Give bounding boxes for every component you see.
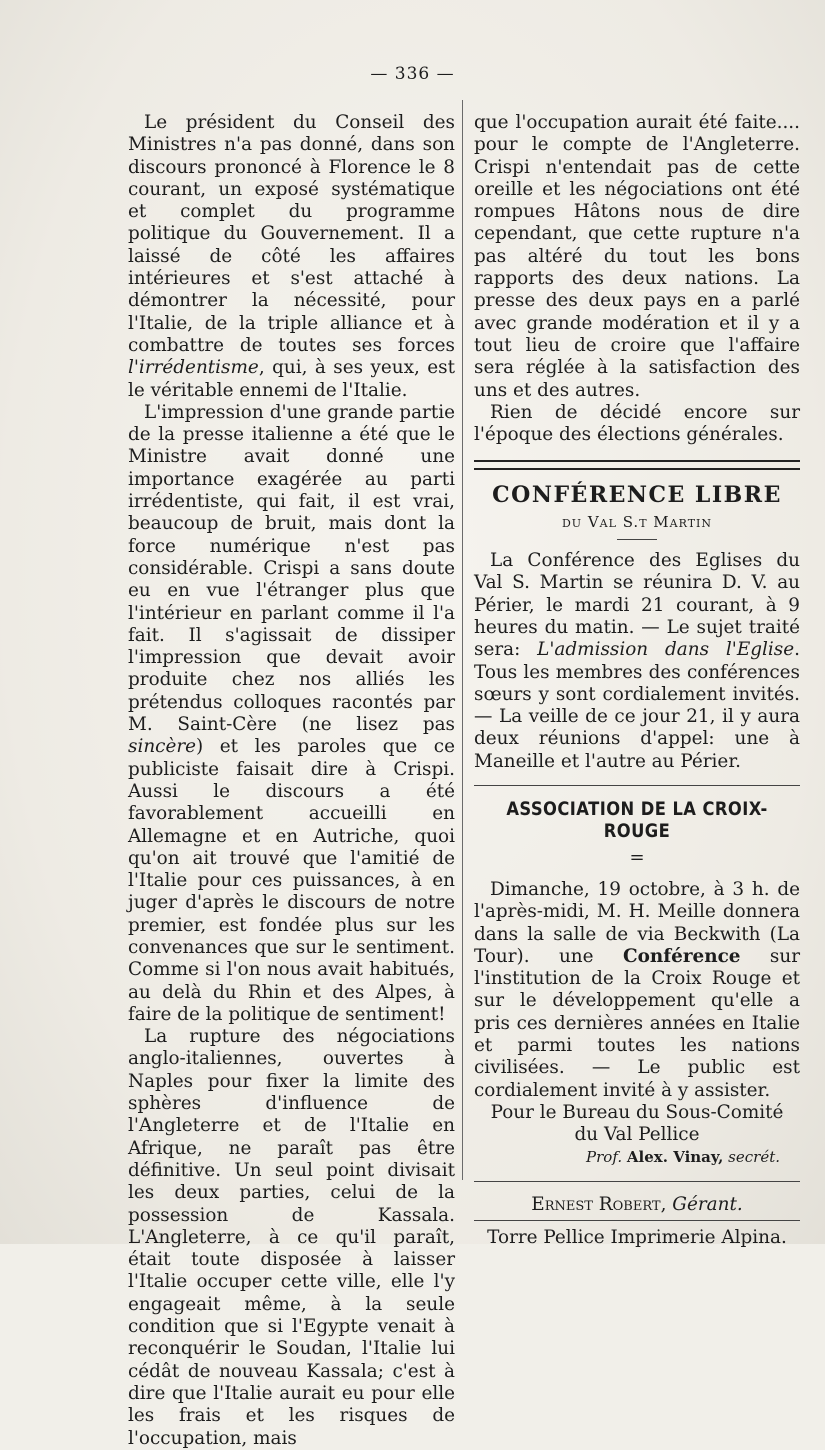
signatory-name: Alex. Vinay, <box>626 1148 724 1167</box>
column-divider <box>462 100 463 1180</box>
association-mark: = <box>629 846 645 868</box>
association-body-start: Dimanche, 19 octobre, à 3 h. de l'après-midi, M. H. Meille donnera dans la salle de via Beckwith (La Tour). une <box>474 878 800 967</box>
conference-short-rule <box>617 539 657 540</box>
association-body-end: sur l'institution de la Croix Rouge et sur le développement qu'elle a pris ces dernières années en Italie et parmi toutes les nations civilisées. — Le public est cordialement invité à y assister. <box>474 945 800 1101</box>
signatory-prefix: Prof. <box>586 1148 623 1167</box>
page-number: — 336 — <box>370 64 455 84</box>
conference-topic: L'admission dans l'Eglise <box>537 639 795 661</box>
gerant-role: Gérant. <box>672 1193 743 1215</box>
footer-gerant <box>474 1194 800 1216</box>
section-separator-double <box>474 460 800 470</box>
signatory-role: secrét. <box>728 1148 780 1167</box>
association-signatory <box>474 1146 800 1168</box>
conference-body <box>474 550 800 773</box>
conference-subtitle: du Val S.t Martin <box>561 512 713 531</box>
section-separator-thin <box>474 785 800 786</box>
association-section <box>474 798 800 1169</box>
association-conference-word: Conférence <box>622 945 741 967</box>
left-paragraph-1: Le président du Conseil des Ministres n'a pas donné, dans son discours prononcé à Florence le 8 courant, un exposé systématique et complet du programme politique du Gouvernement. Il a laissé de côté les affaires intérieures et s'est attaché à démontrer la nécessité, pour l'Italie, de la triple alliance et à combattre de toutes ses forces l'irrédentisme, qui, à ses yeux, est le véritable ennemi de l'Italie. <box>128 112 455 401</box>
footer-separator-2 <box>474 1220 800 1221</box>
conference-body-end: . Tous les membres des conférences sœurs y sont cordialement invités. — La veille de ce jour 21, il y aura deux réunions d'appel: une à Maneille et l'autre au Périer. <box>474 639 800 772</box>
association-sign-line-1: Pour le Bureau du Sous-Comité <box>490 1101 784 1123</box>
right-column <box>474 112 800 1249</box>
gerant-name: Ernest Robert, <box>531 1193 667 1215</box>
association-body <box>474 879 800 1102</box>
conference-body-start: La Conférence des Eglises du Val S. Martin se réunira D. V. au Périer, le mardi 21 courant, à 9 heures du matin. — Le sujet traité sera: <box>474 550 800 661</box>
left-column <box>128 112 455 1450</box>
conference-section <box>474 484 800 773</box>
association-title: ASSOCIATION DE LA CROIX-ROUGE <box>506 798 768 843</box>
right-continuation: que l'occupation aurait été faite.... pour le compte de l'Angleterre. Crispi n'entendait pas de cette oreille et les négociations ont été rompues Hâtons nous de dire cependant, que cette rupture n'a pas altéré du tout les bons rapports des deux nations. La presse des deux pays en a parlé avec grande modération et il y a tout lieu de croire que l'affaire sera réglée à la satisfaction des uns et des autres. <box>474 112 800 401</box>
left-paragraph-2: L'impression d'une grande partie de la presse italienne a été que le Ministre avait donné une importance exagérée au parti irrédentiste, qui fait, il est vrai, beaucoup de bruit, mais dont la force numérique n'est pas considérable. Crispi a sans doute eu en vue l'étranger plus que l'intérieur en parlant comme il l'a fait. Il s'agissait de dissiper l'impression que devait avoir produite chez nos alliés les prétendus colloques racontés par M. Saint-Cère (ne lisez pas sincère) et les paroles que ce publiciste faisait dire à Crispi. Aussi le discours a été favorablement accueilli en Allemagne et en Autriche, quoi qu'on ait trouvé que l'amitié de l'Italie pour ces puissances, à en juger d'après le discours de notre premier, est fondée plus sur les convenances que sur le sentiment. Comme si l'on nous avait habitués, au delà du Rhin et des Alpes, à faire de la politique de sentiment! <box>128 401 455 1025</box>
conference-title: CONFÉRENCE LIBRE <box>492 482 782 509</box>
association-sign-line-2: du Val Pellice <box>574 1124 700 1146</box>
right-paragraph-elections: Rien de décidé encore sur l'époque des élections générales. <box>474 401 800 446</box>
emphasis-text: l'irrédentisme <box>128 357 259 379</box>
emphasis-text: sincère <box>128 736 197 758</box>
left-paragraph-3: La rupture des négociations anglo-italiennes, ouvertes à Naples pour fixer la limite des sphères d'influence de l'Angleterre et de l'Italie en Afrique, ne paraît pas être définitive. Un seul point divisait les deux parties, celui de la possession de Kassala. L'Angleterre, à ce qu'il paraît, était toute disposée à laisser l'Italie occuper cette ville, elle l'y engageait même, à la seule condition que si l'Egypte venait à reconquérir le Soudan, l'Italie lui cédât de nouveau Kassala; c'est à dire que l'Italie aurait eu pour elle les frais et les risques de l'occupation, mais <box>128 1026 455 1449</box>
footer-printer: Torre Pellice Imprimerie Alpina. <box>487 1227 787 1249</box>
footer-separator-1 <box>474 1181 800 1182</box>
